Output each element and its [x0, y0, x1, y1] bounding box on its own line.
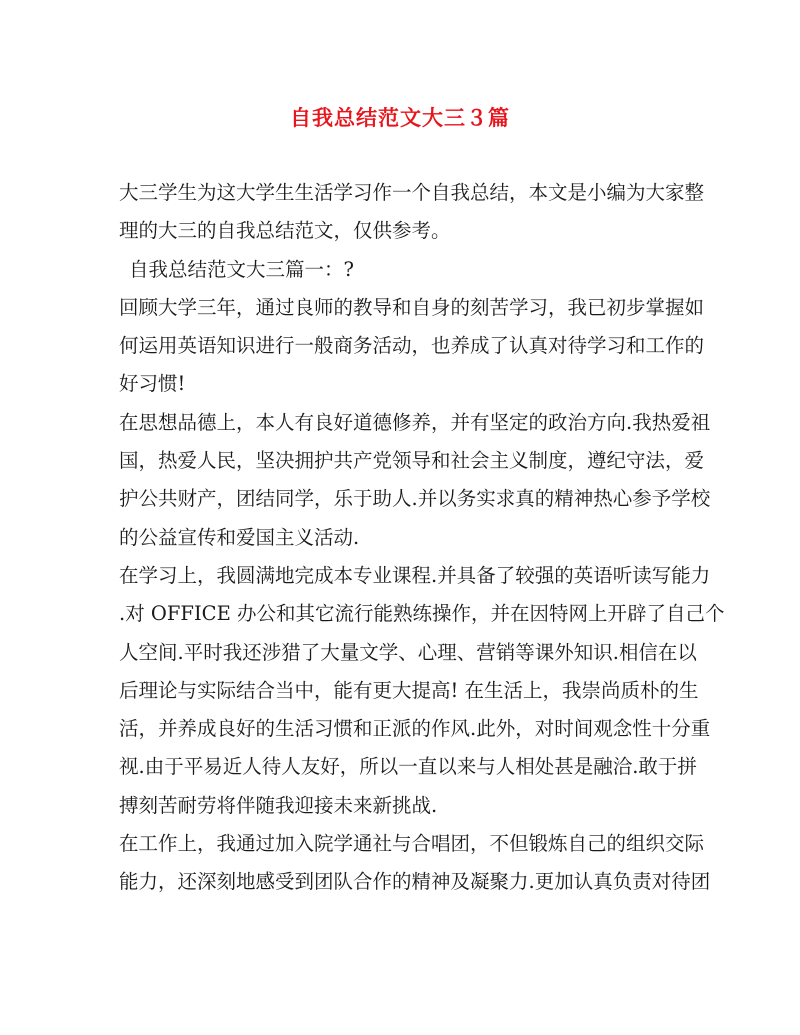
text-line: 大三学生为这大学生生活学习作一个自我总结，本文是小编为大家整 — [119, 181, 705, 204]
document-title: 自我总结范文大三３篇 — [290, 105, 510, 130]
text-line: 能力，还深刻地感受到团队合作的精神及凝聚力.更加认真负责对待团 — [119, 870, 711, 894]
text-line: 活，并养成良好的生活习惯和正派的作风.此外，对时间观念性十分重 — [119, 717, 711, 741]
text-line: 回顾大学三年，通过良师的教导和自身的刻苦学习，我已初步掌握如 — [119, 295, 705, 319]
text-line: 好习惯! — [119, 372, 186, 396]
text-line: 搏刻苦耐劳将伴随我迎接未来新挑战. — [119, 793, 438, 817]
text-line: 国，热爱人民，坚决拥护共产党领导和社会主义制度，遵纪守法，爱 — [119, 449, 705, 473]
text-line: 在学习上，我圆满地完成本专业课程.并具备了较强的英语听读写能力 — [119, 563, 711, 587]
text-line: 何运用英语知识进行一般商务活动，也养成了认真对待学习和工作的 — [119, 334, 705, 358]
document-body — [119, 174, 725, 902]
text-line: 视.由于平易近人待人友好，所以一直以来与人相处甚是融洽.敢于拼 — [119, 755, 697, 779]
text-line: 后理论与实际结合当中，能有更大提高! 在生活上，我崇尚质朴的生 — [119, 678, 699, 702]
text-line: 理的大三的自我总结范文，仅供参考。 — [119, 219, 451, 243]
text-line: .对 OFFICE 办公和其它流行能熟练操作，并在因特网上开辟了自己个 — [119, 602, 725, 626]
text-line: 人空间.平时我还涉猎了大量文学、心理、营销等课外知识.相信在以 — [119, 640, 697, 664]
text-line: 的公益宣传和爱国主义活动. — [119, 525, 360, 549]
text-line: 在工作上，我通过加入院学通社与合唱团，不但锻炼自己的组织交际 — [119, 832, 705, 856]
text-line: 护公共财产，团结同学，乐于助人.并以务实求真的精神热心参予学校 — [119, 487, 711, 511]
section-heading: 自我总结范文大三篇一：? — [129, 257, 354, 281]
text-line: 在思想品德上，本人有良好道德修养，并有坚定的政治方向.我热爱祖 — [119, 410, 711, 434]
